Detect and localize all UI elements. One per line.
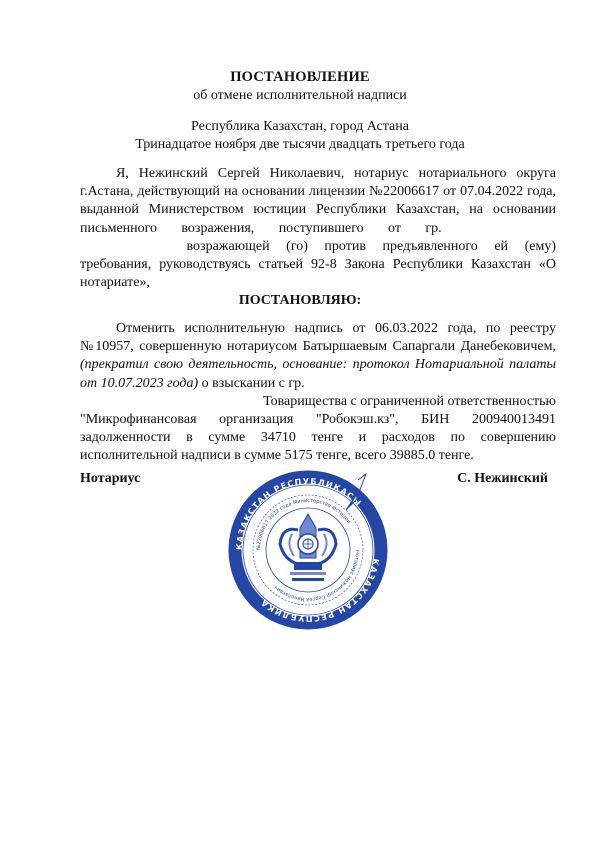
notary-stamp-icon <box>228 470 388 630</box>
signature-role: Нотариус <box>80 471 141 486</box>
paragraph-line: требования, руководствуясь статьей 92-8 Закона Республики Казахстан «О <box>80 256 556 272</box>
document-subtitle: об отмене исполнительной надписи <box>193 88 407 103</box>
redacted-name <box>466 220 556 238</box>
paragraph-line: задолженности в сумме 34710 тенге и расходов по совершению <box>80 430 556 446</box>
word: возражения, <box>181 220 255 236</box>
resolution-heading: ПОСТАНОВЛЯЮ: <box>238 293 362 308</box>
word: организация <box>219 411 294 427</box>
paragraph-line: нотариате», <box>80 275 150 291</box>
paragraph-line <box>80 220 556 238</box>
paragraph-line: Отменить исполнительную надпись от 06.03.2022 года, по реестру <box>116 321 556 336</box>
redacted-name <box>308 375 508 393</box>
paragraph-line: исполнительной надписи в сумме 5175 тенге, всего 39885.0 тенге. <box>80 448 474 464</box>
paragraph-line: выданной Министерством юстиции Республики Казахстан, на основании <box>80 202 556 218</box>
word: поступившего <box>278 220 364 236</box>
paragraph-line <box>80 393 556 411</box>
word: "Робокэш.кз", <box>315 411 399 427</box>
word: от <box>388 220 401 236</box>
paragraph-line: Я, Нежинский Сергей Николаевич, нотариус нотариального округа <box>116 166 556 181</box>
word: "Микрофинансовая <box>80 411 197 427</box>
document-date: Тринадцатое ноября две тысячи двадцать третьего года <box>135 137 465 152</box>
stamp-license-text: №22006617 2022 года Министерство юстиции <box>255 497 352 551</box>
stamp-inner-text: Нотариус Нежинский Сергей Николаевич <box>273 549 361 603</box>
paragraph-line: г.Астана, действующий на основании лицензии №22006617 от 07.04.2022 года, <box>80 184 556 200</box>
word: БИН <box>421 411 450 427</box>
document-place: Республика Казахстан, город Астана <box>191 119 409 134</box>
paragraph-notary-intro <box>80 165 556 292</box>
paragraph-line <box>80 411 556 429</box>
document-title: ПОСТАНОВЛЕНИЕ <box>230 69 370 85</box>
redacted-name <box>80 393 230 411</box>
redacted-name <box>80 238 170 256</box>
word: гр. <box>425 220 442 236</box>
paragraph-line-italic: (прекратил свою деятельность, основание: протокол Нотариальной палаты <box>80 357 556 373</box>
word: 200940013491 <box>472 411 556 427</box>
paragraph-resolution <box>80 320 556 466</box>
stamp-outer-text: ҚАЗАҚСТАН РЕСПУБЛИКАСЫ <box>234 476 364 551</box>
signature-name: С. Нежинский <box>457 471 548 486</box>
word: (го) <box>286 238 308 254</box>
paragraph-line <box>80 375 556 393</box>
word: ей <box>494 238 509 254</box>
text-fragment: Товарищества с ограниченной ответственностью <box>263 393 556 409</box>
word: предъявленного <box>382 238 478 254</box>
italic-fragment: от 10.07.2023 года) <box>80 375 199 391</box>
word: возражающей <box>186 238 270 254</box>
paragraph-line <box>80 238 556 256</box>
stamp-outer-text-2: КАЗАХСТАН РЕСПУБЛИКА <box>258 557 381 624</box>
word: против <box>324 238 366 254</box>
text-fragment: о взыскании с гр. <box>198 375 309 391</box>
word: (ему) <box>524 238 556 254</box>
word: письменного <box>80 220 158 236</box>
paragraph-line: №10957, совершенную нотариусом Батыршаевым Сапаргали Данебековичем, <box>80 339 556 355</box>
